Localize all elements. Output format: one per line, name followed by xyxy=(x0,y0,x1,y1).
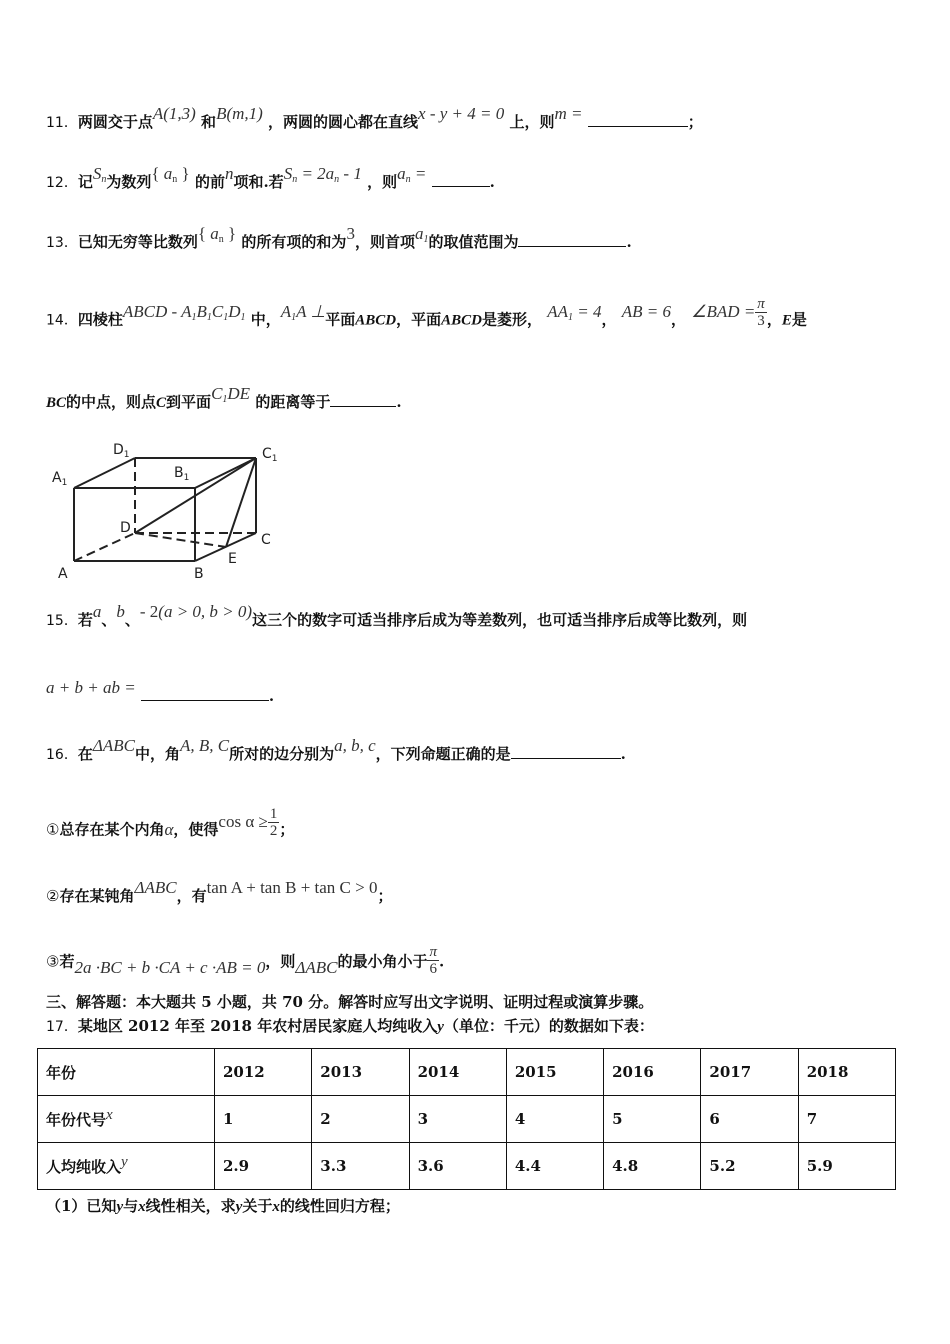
table-cell: 3.3 xyxy=(312,1143,409,1190)
question-number: 17． xyxy=(46,1019,78,1035)
statement-2: ②存在某钝角ΔABC，有tan A + tan B + tan C > 0； xyxy=(46,878,393,905)
section-heading: 三、解答题：本大题共 5 小题，共 70 分。解答时应写出文字说明、证明过程或演算步骤。 xyxy=(46,993,654,1011)
question-15-cont: a + b + ab = . xyxy=(46,678,275,705)
edge-d-e xyxy=(135,533,226,547)
answer-blank[interactable] xyxy=(511,744,621,759)
table-cell: 2015 xyxy=(506,1049,603,1096)
question-17: 17．某地区 2012 年至 2018 年农村居民家庭人均纯收入y（单位：千元）的数据如下表： xyxy=(46,1017,654,1035)
table-cell: 2013 xyxy=(312,1049,409,1096)
table-cell: 6 xyxy=(701,1096,798,1143)
label-a1: $A_1$ xyxy=(52,470,68,488)
label-e: E xyxy=(228,551,237,567)
table-row xyxy=(38,1049,896,1096)
answer-variable: m = xyxy=(554,104,583,123)
table-cell: 2016 xyxy=(604,1049,701,1096)
question-17-part-1: （1）已知y与x线性相关，求y关于x的线性回归方程； xyxy=(46,1197,400,1215)
label-b: B xyxy=(194,566,204,582)
statement-1: ①总存在某个内角α，使得cos α ≥ $\frac{1}{2}$ ； xyxy=(46,806,295,839)
table-cell: 3.6 xyxy=(409,1143,506,1190)
table-cell: 5.9 xyxy=(798,1143,895,1190)
question-11: 11．两圆交于点A(1,3) 和B(m,1) ，两圆的圆心都在直线x - y + 4 = 0 上，则m = ； xyxy=(46,104,703,131)
table-cell: 2017 xyxy=(701,1049,798,1096)
label-a: A xyxy=(58,566,68,582)
label-b1: $B_1$ xyxy=(174,465,190,483)
table-cell: 3 xyxy=(409,1096,506,1143)
edge-a-d xyxy=(74,533,135,561)
question-number: 15． xyxy=(46,613,78,629)
table-cell: 7 xyxy=(798,1096,895,1143)
question-16: 16．在ΔABC中，角A, B, C所对的边分别为a, b, c，下列命题正确的是 . xyxy=(46,736,626,763)
question-15: 15．若a、b、- 2(a > 0, b > 0)这三个的数字可适当排序后成为等差数列，也可适当排序后成等比数列，则 xyxy=(46,602,748,629)
question-number: 16． xyxy=(46,747,78,763)
answer-blank[interactable] xyxy=(330,392,396,407)
point-a: A(1,3) xyxy=(152,104,196,123)
table-cell: 2.9 xyxy=(215,1143,312,1190)
question-12: 12．记$S_n$为数列{ $a_n$ } 的前n项和.若$S_n = 2a_n - 1$ ，则$a_n$ = . xyxy=(46,164,495,191)
edge-a1-d1 xyxy=(74,458,135,488)
income-table xyxy=(37,1048,896,1190)
table-header-cell: 年份 xyxy=(38,1049,215,1096)
table-cell: 5.2 xyxy=(701,1143,798,1190)
question-14: 14．四棱柱ABCD - $A_1B_1C_1D_1$ 中，$A_1A$ ⊥平面ABCD，平面ABCD是菱形， $AA_1 = 4$， AB = 6， ∠BAD = $\frac{\pi}{3}$ ，E是 xyxy=(46,296,807,329)
table-cell: 2012 xyxy=(215,1049,312,1096)
table-row xyxy=(38,1096,896,1143)
question-number: 11． xyxy=(46,115,78,131)
answer-blank[interactable] xyxy=(518,232,626,247)
table-cell: 4 xyxy=(506,1096,603,1143)
table-header-cell: 年份代号x xyxy=(38,1096,215,1143)
table-row xyxy=(38,1143,896,1190)
answer-blank[interactable] xyxy=(588,112,688,127)
table-cell: 4.4 xyxy=(506,1143,603,1190)
table-cell: 2014 xyxy=(409,1049,506,1096)
table-cell: 1 xyxy=(215,1096,312,1143)
question-number: 14． xyxy=(46,312,78,329)
point-b: B(m,1) xyxy=(216,104,263,123)
table-cell: 2018 xyxy=(798,1049,895,1096)
question-number: 13． xyxy=(46,235,78,251)
prism-figure xyxy=(50,438,290,583)
question-14-cont: BC的中点，则点C到平面$C_1DE$ 的距离等于 . xyxy=(46,384,402,411)
label-d1: $D_1$ xyxy=(113,442,130,460)
label-d: D xyxy=(120,520,131,536)
table-cell: 4.8 xyxy=(604,1143,701,1190)
table-cell: 2 xyxy=(312,1096,409,1143)
line-equation: x - y + 4 = 0 xyxy=(418,104,505,123)
label-c: C xyxy=(261,532,271,548)
question-13: 13．已知无穷等比数列{ $a_n$ } 的所有项的和为3，则首项$a_1$的取值范围为 . xyxy=(46,224,632,251)
answer-blank[interactable] xyxy=(432,172,490,187)
table-cell: 5 xyxy=(604,1096,701,1143)
table-header-cell: 人均纯收入y xyxy=(38,1143,215,1190)
label-c1: $C_1$ xyxy=(262,446,278,464)
expression: a + b + ab = xyxy=(46,678,136,697)
question-number: 12． xyxy=(46,175,78,191)
answer-blank[interactable] xyxy=(141,686,269,701)
statement-3: ③若2a ·BC + b ·CA + c ·AB = 0，则ΔABC的最小角小于 $\frac{\pi}{6}$ . xyxy=(46,944,445,977)
